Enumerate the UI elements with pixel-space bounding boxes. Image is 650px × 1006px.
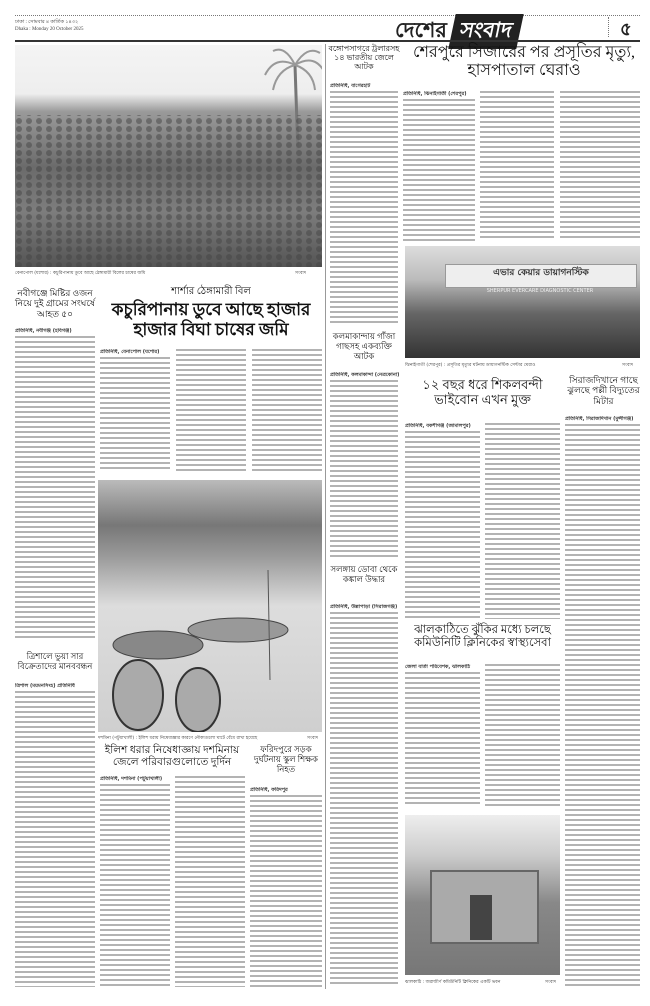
- header-top-dotted-rule: [15, 15, 640, 16]
- headline-sherpur: শেরপুরে সিজারের পর প্রসূতির মৃত্যু, হাসপাতাল ঘেরাও: [412, 44, 636, 80]
- byline-nabiganj: প্রতিনিধি, নবীগঞ্জ (হবিগঞ্জ): [15, 328, 72, 334]
- body-jhalokathi-col2: [485, 664, 560, 807]
- byline-chained-siblings: প্রতিনিধি, বকশীগঞ্জ (জামালপুর): [405, 423, 471, 429]
- body-dashmina-col1: [100, 784, 170, 987]
- byline-sherpur: প্রতিনিধি, ঝিনাইগাতী (শেরপুর): [403, 91, 467, 97]
- byline-lead: প্রতিনিধি, বেনাপোল (যশোর): [100, 349, 160, 355]
- byline-dashmina: প্রতিনিধি, দশমিনা (পটুয়াখালী): [100, 776, 163, 782]
- byline-faridpur: প্রতিনিধি, ফরিদপুর: [250, 787, 288, 793]
- headline-lead: কচুরিপানায় ডুবে আছে হাজার হাজার বিঘা চাষের জমি: [111, 300, 311, 339]
- clinic-door: [470, 895, 492, 940]
- byline-salanga: প্রতিনিধি, উল্লাপাড়া (সিরাজগঞ্জ): [330, 604, 398, 610]
- headline-kalmakanda: কলমাকান্দায় গাঁজা গাছসহ একব্যক্তি আটক: [332, 331, 396, 361]
- masthead-word-1: দেশের: [395, 18, 447, 42]
- body-chained-col2: [485, 423, 560, 619]
- page-number: ৫: [620, 19, 632, 40]
- diagnostic-sign-en: SHERPUR EVERCARE DIAGNOSTIC CENTER: [486, 288, 594, 294]
- column-rule: [325, 44, 326, 989]
- clinic-photo: [405, 815, 560, 975]
- boats-illustration: [98, 480, 322, 732]
- headline-faridpur: ফরিদপুরে সড়ক দুর্ঘটনায় স্কুল শিক্ষক নিহত: [254, 744, 318, 774]
- date-english: Dhaka : Monday 20 October 2025: [15, 27, 84, 32]
- byline-jhalokathi: জেলা বার্তা পরিবেশক, ঝালকাঠি: [405, 664, 471, 670]
- headline-salanga: সলঙ্গায় ডোবা থেকে কঙ্কাল উদ্ধার: [330, 564, 398, 584]
- body-chained-col1: [405, 431, 480, 619]
- body-trishal: [15, 691, 95, 987]
- dateline: [15, 19, 83, 33]
- body-lead-col2: [176, 349, 246, 472]
- body-sirajdikhan: [565, 424, 640, 987]
- headline-sirajdikhan: সিরাজদিখানে গাছে ঝুলছে পল্লী বিদ্যুতের মিটার: [567, 375, 640, 406]
- body-sherpur-col3: [560, 91, 640, 241]
- masthead-word-2: সংবাদ: [448, 14, 523, 49]
- body-lead-col3: [252, 349, 322, 472]
- body-lead-col1: [100, 357, 170, 472]
- body-nabiganj: [15, 336, 95, 641]
- sherpur-photo-caption: ঝিনাইগাতী (শেরপুর) : প্রসূতির মৃত্যুর ঘটনায় ডায়াগনস্টিক সেন্টার ঘেরাও: [405, 363, 536, 368]
- byline-kalmakanda: প্রতিনিধি, কলমাকান্দা (নেত্রকোনা): [330, 372, 400, 378]
- byline-trawler: প্রতিনিধি, বাগেরহাট: [330, 83, 371, 89]
- lead-photo-hyacinth-field: [15, 45, 322, 267]
- headline-jhalokathi: ঝালকাঠিতে ঝুঁকির মধ্যে চলছে কমিউনিটি ক্লিনিকের স্বাস্থ্যসেবা: [414, 624, 551, 650]
- boats-photo-credit: সংবাদ: [307, 736, 319, 741]
- headline-trishal: ত্রিশালে ভুয়া সার বিক্রেতাদের মানববন্ধন: [17, 651, 93, 671]
- boats-photo-caption: দশমিনা (পটুয়াখালী) : ইলিশ ধরায় নিষেধাজ্ঞার কারণে নৌকাগুলো ঘাটে বেঁধে রাখা হয়েছে: [98, 736, 258, 741]
- sherpur-photo-credit: সংবাদ: [622, 363, 634, 368]
- sherpur-photo: [405, 246, 640, 358]
- body-sherpur-col1: [403, 99, 475, 241]
- body-dashmina-col2: [175, 776, 245, 987]
- byline-sirajdikhan: প্রতিনিধি, সিরাজদিখান (মুন্সীগঞ্জ): [565, 416, 634, 422]
- date-bengali: ঢাকা : সোমবার ৪ কার্তিক ১৪৩২: [15, 20, 79, 25]
- byline-trishal: ত্রিশাল (ময়মনসিংহ) প্রতিনিধি: [15, 683, 75, 689]
- body-salanga: [330, 612, 398, 987]
- header-bottom-rule: [15, 40, 640, 42]
- headline-trawler: বঙ্গোপসাগরে ট্রলারসহ ১৪ ভারতীয় জেলে আটক: [328, 44, 400, 72]
- body-faridpur: [250, 795, 322, 987]
- body-kalmakanda: [330, 380, 398, 560]
- palm-tree-icon: [15, 45, 322, 267]
- clinic-photo-credit: সংবাদ: [545, 980, 557, 985]
- lead-photo-caption: বেনাপোল (যশোর) : কচুরিপানায় ডুবে আছে ঠেঙ্গামারী বিলের চাষের জমি: [15, 271, 146, 276]
- headline-dashmina: ইলিশ ধরার নিষেধাজ্ঞায় দশমিনায় জেলে পরিবারগুলোতে দুর্দিন: [104, 745, 240, 769]
- headline-chained-siblings: ১২ বছর ধরে শিকলবন্দী ভাইবোন এখন মুক্ত: [422, 377, 543, 407]
- diagnostic-sign: এভার কেয়ার ডায়াগনস্টিক: [445, 264, 637, 288]
- clinic-photo-caption: ঝালকাঠি : জরাজীর্ণ কমিউনিটি ক্লিনিকের একটি ভবন: [405, 980, 501, 985]
- lead-photo-credit: সংবাদ: [295, 271, 307, 276]
- body-trawler: [330, 91, 398, 326]
- body-jhalokathi-col1: [405, 672, 480, 807]
- page-number-divider: [608, 17, 609, 37]
- body-sherpur-col2: [480, 91, 554, 241]
- headline-nabiganj: নবীগঞ্জে মিষ্টির ওজন নিয়ে দুই গ্রামের সংঘর্ষে আহত ৫০: [15, 288, 95, 319]
- boats-photo: [98, 480, 322, 732]
- kicker-lead: শার্শার ঠেঙ্গামারী বিল: [171, 286, 251, 297]
